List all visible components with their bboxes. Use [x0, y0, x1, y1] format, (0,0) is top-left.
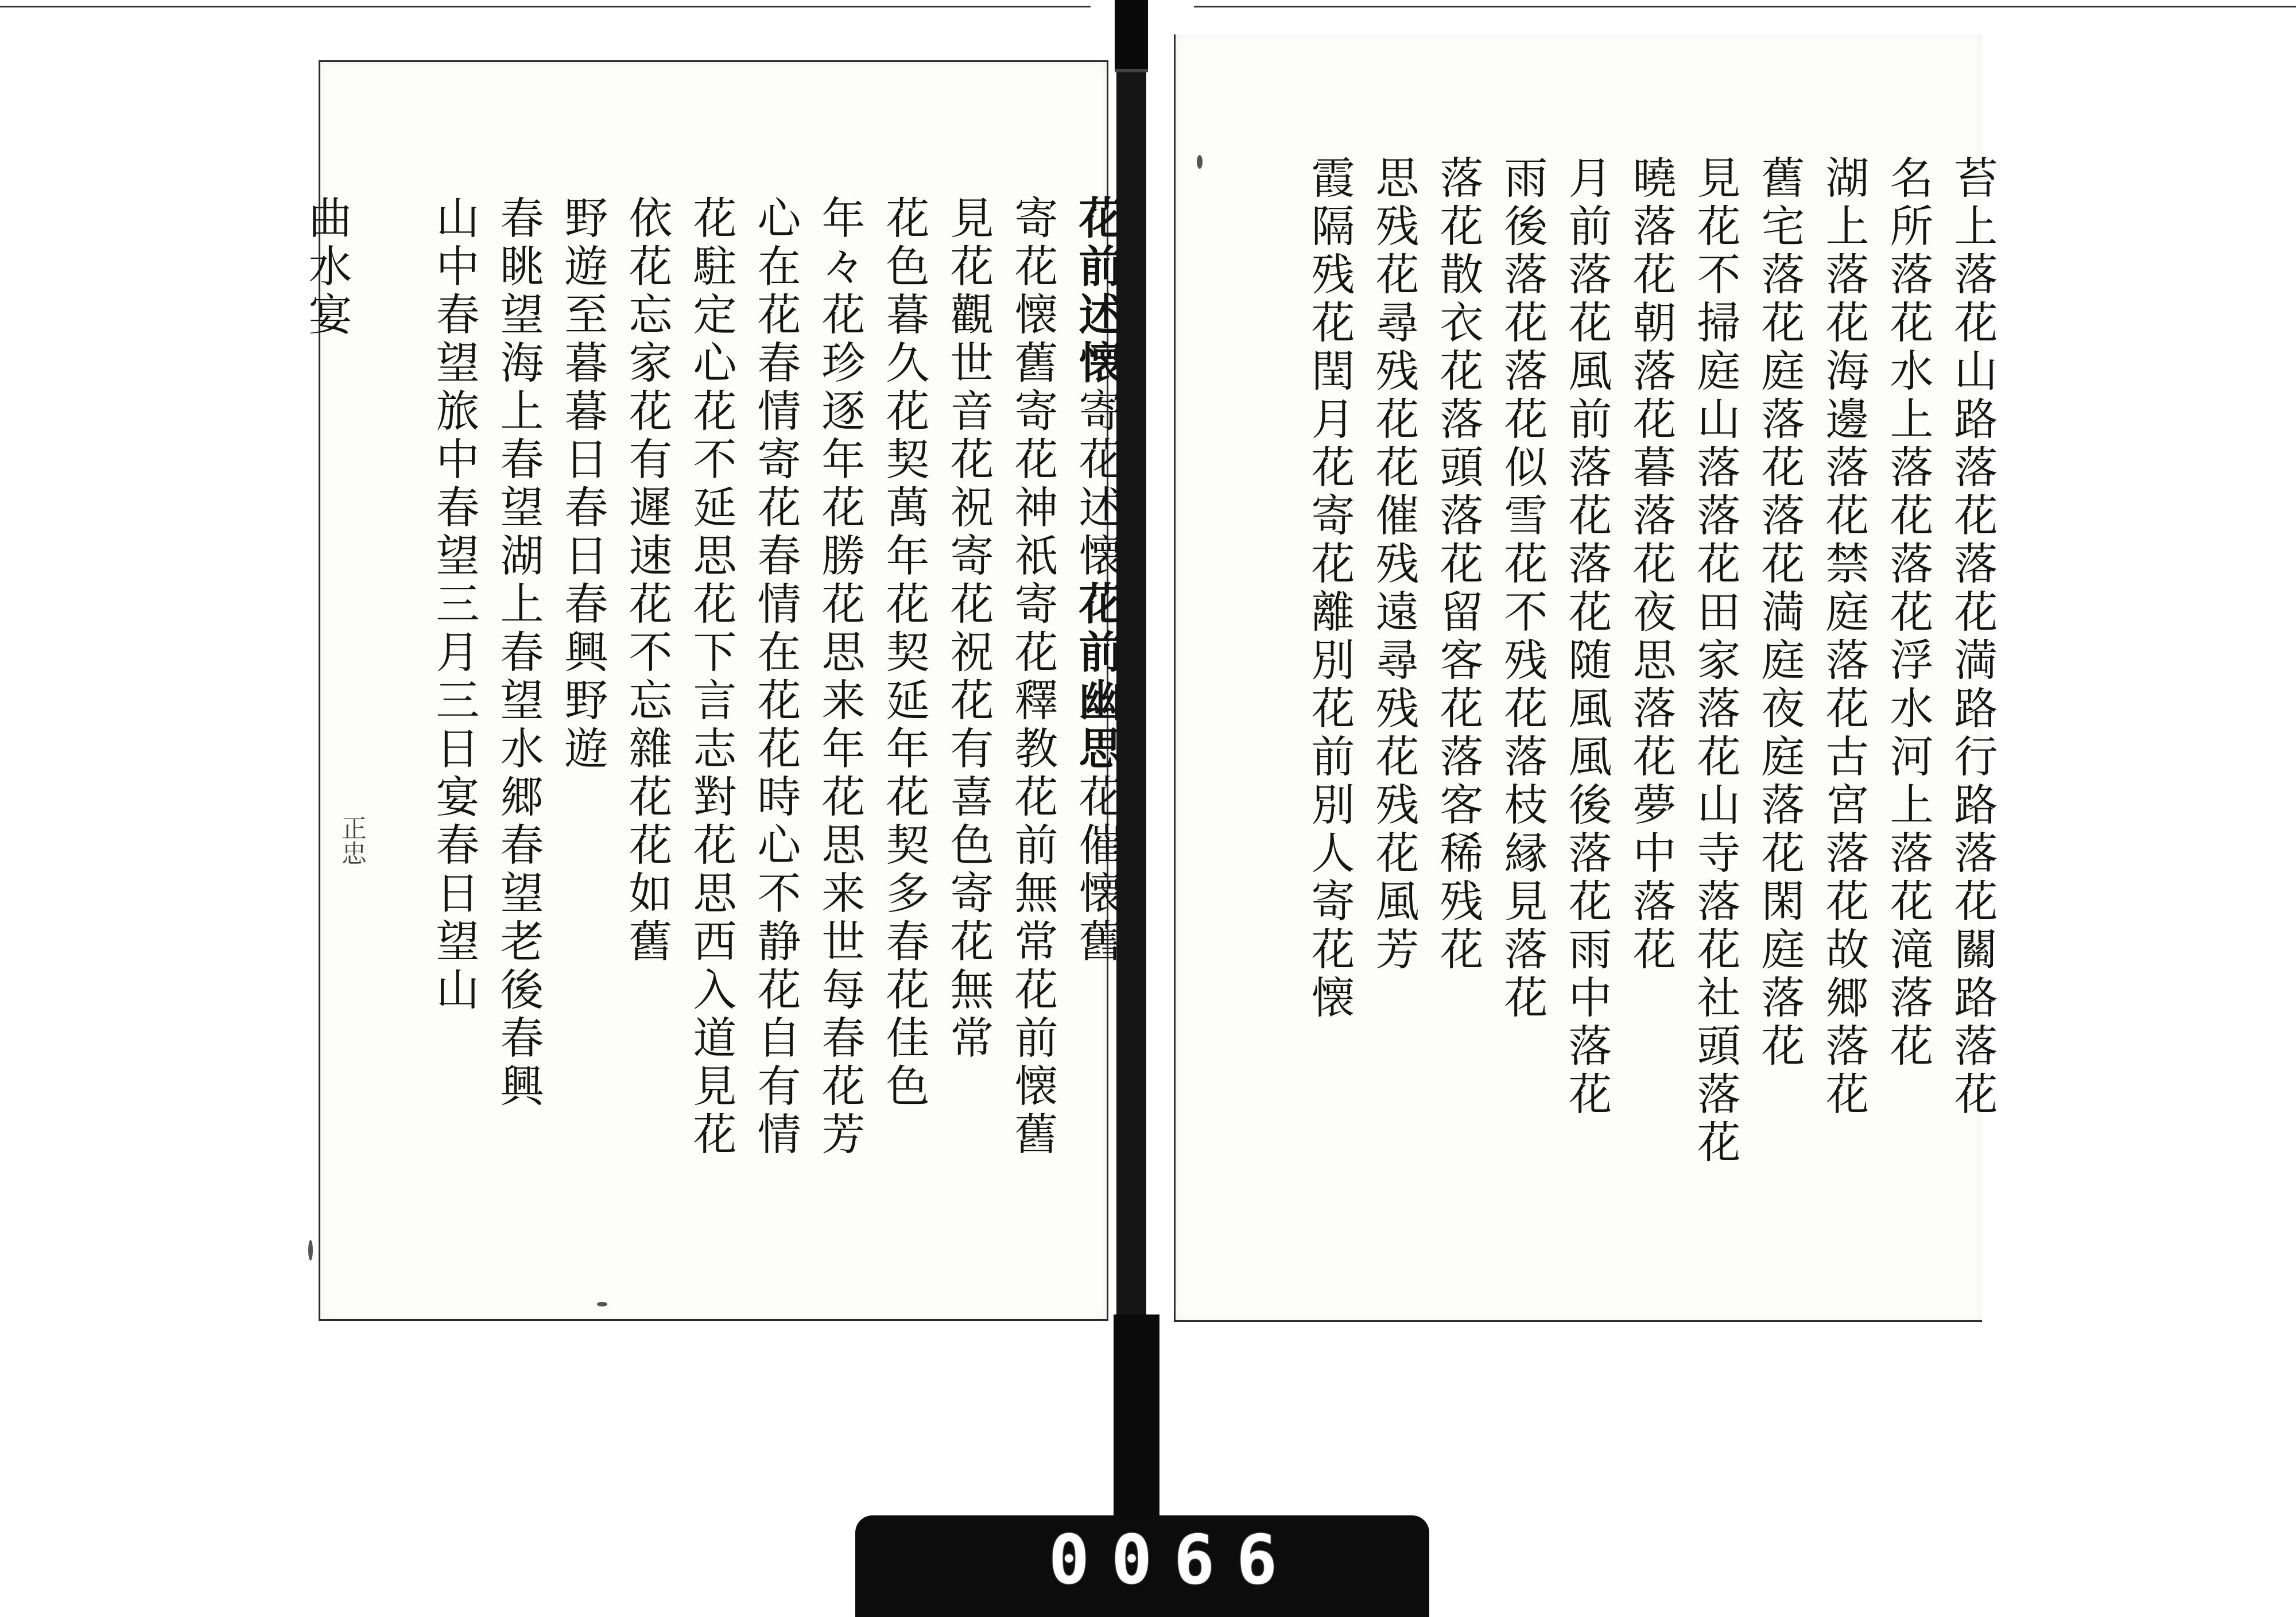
poem-topic: 滝落花	[1883, 926, 1934, 1071]
poem-topic: 雨後落花	[1497, 155, 1548, 348]
margin-note: 正忠	[337, 815, 366, 866]
poem-topic: 故郷落花	[1818, 926, 1870, 1119]
poem-topic: 海邊落花	[1818, 348, 1870, 541]
poem-topic: 思残花	[1368, 155, 1420, 300]
poem-topic: 每春花芳	[815, 967, 866, 1160]
poem-topic: 花催残	[1368, 444, 1420, 589]
poem-topic: 花有喜色	[943, 677, 994, 870]
poem-topic: 花思来年	[815, 581, 866, 774]
poem-topic: 山路落花	[1947, 348, 1998, 541]
poem-topic: 花有遲速	[622, 388, 673, 581]
poem-topic: 寄花釋教	[1007, 581, 1058, 774]
poem-topic: 霞隔残花	[1304, 155, 1355, 348]
poem-topic: 春興	[557, 581, 608, 677]
poem-topic: 社頭落花	[1690, 975, 1741, 1168]
poem-topic: 水上落花	[1883, 348, 1934, 541]
text-column	[301, 195, 352, 340]
poem-topic: 見花觀世音	[943, 195, 994, 436]
poem-topic: 水郷春望	[493, 726, 544, 918]
poem-topic: 寄花無常	[943, 870, 994, 1063]
poem-topic: 夜庭落花	[1754, 685, 1805, 878]
poem-topic: 月前落花	[1561, 155, 1612, 348]
poem-topic: 花契延年	[879, 581, 930, 774]
poem-topic: 花祝	[943, 436, 994, 533]
poem-topic: 花契萬年	[879, 388, 930, 581]
poem-topic: 禁庭落花	[1818, 541, 1870, 734]
poem-topic: 花前幽思	[1072, 581, 1123, 774]
poem-topic: 花前無常	[1007, 774, 1058, 967]
poem-topic: 花自有情	[750, 967, 801, 1160]
poem-topic: 朝落花	[1626, 300, 1677, 444]
poem-topic: 老後春興	[493, 918, 544, 1111]
poem-topic: 關路落花	[1947, 926, 1998, 1119]
poem-topic: 古宮落花	[1818, 734, 1870, 926]
poem-topic: 三月	[429, 581, 480, 677]
poem-topic: 行路落花	[1947, 734, 1998, 926]
poem-topic: 見落花	[1497, 878, 1548, 1023]
poem-topic: 雨中落花	[1561, 926, 1612, 1119]
frame-number: 0066	[1048, 1520, 1300, 1599]
poem-topic: 春日	[557, 484, 608, 581]
text-column	[1241, 155, 1355, 1023]
poem-topic: 夢中落花	[1626, 782, 1677, 975]
poem-topic: 遠尋残花	[1368, 589, 1420, 782]
poem-topic: 山中春望	[429, 195, 480, 388]
text-column	[366, 195, 479, 1015]
binding-block	[1114, 1314, 1159, 1550]
poem-topic: 寄花懐	[1304, 878, 1355, 1023]
poem-topic: 湖上落花	[1818, 155, 1870, 348]
poem-topic: 花思来世	[815, 774, 866, 967]
ink-speck	[597, 1302, 607, 1306]
ink-speck	[308, 1240, 313, 1261]
poem-topic: 野遊	[557, 677, 608, 774]
poem-topic: 對花思西	[686, 774, 737, 967]
poem-topic: 閏月花	[1304, 348, 1355, 493]
poem-topic: 尋残花	[1368, 300, 1420, 444]
poem-topic: 花佳色	[879, 967, 930, 1111]
poem-topic: 落花満路	[1947, 541, 1998, 734]
poem-topic: 野遊至暮	[557, 195, 608, 388]
poem-topic: 田家落花	[1690, 589, 1741, 782]
poem-topic: 花時心不静	[750, 726, 801, 967]
poem-topic: 花催懐舊	[1072, 774, 1123, 967]
poem-topic: 河上落花	[1883, 734, 1934, 926]
poem-topic: 春日望山	[429, 822, 480, 1015]
poem-topic: 花前懐舊	[1007, 967, 1058, 1160]
poem-topic: 春情在花	[750, 533, 801, 726]
poem-topic: 花落客稀	[1433, 685, 1484, 878]
ink-speck	[1197, 155, 1203, 169]
poem-topic: 閑庭落花	[1754, 878, 1805, 1071]
poem-topic: 花駐定心	[686, 195, 737, 388]
poem-topic: 風後落花	[1561, 734, 1612, 926]
poem-topic: 風前落花	[1561, 348, 1612, 541]
poem-topic: 花契多春	[879, 774, 930, 967]
poem-topic: 花前述懐	[1072, 195, 1123, 388]
poem-topic: 曲水宴	[301, 195, 352, 340]
poem-topic: 心在花	[750, 195, 801, 340]
poem-topic: 花前別人	[1304, 685, 1355, 878]
scan-top-edge	[0, 6, 1091, 7]
poem-topic: 依花忘家	[622, 195, 673, 388]
poem-topic: 花落頭	[1433, 348, 1484, 493]
poem-topic: 夜思落花	[1626, 589, 1677, 782]
poem-topic: 暮落花	[1626, 444, 1677, 589]
poem-topic: 舊宅落花	[1754, 155, 1805, 348]
poem-topic: 残花	[1433, 878, 1484, 975]
poem-topic: 落花満庭	[1754, 493, 1805, 685]
poem-topic: 年々花珍	[815, 195, 866, 388]
poem-topic: 曉落花	[1626, 155, 1677, 300]
poem-topic: 花下言志	[686, 581, 737, 774]
poem-topic: 花不忘	[622, 581, 673, 726]
poem-topic: 湖上春望	[493, 533, 544, 726]
poem-topic: 花不残	[1497, 541, 1548, 685]
poem-topic: 海上春望	[493, 340, 544, 533]
poem-topic: 雜花	[622, 726, 673, 822]
poem-topic: 落花随風	[1561, 541, 1612, 734]
poem-topic: 寄花神祇	[1007, 388, 1058, 581]
poem-topic: 入道見花	[686, 967, 737, 1160]
poem-topic: 名所落花	[1883, 155, 1934, 348]
poem-topic: 寄花離別	[1304, 493, 1355, 685]
poem-topic: 残花風芳	[1368, 782, 1420, 975]
poem-topic: 落花留客	[1433, 493, 1484, 685]
poem-topic: 春眺望	[493, 195, 544, 340]
poem-topic: 山寺落花	[1690, 782, 1741, 975]
poem-topic: 庭落花	[1754, 348, 1805, 493]
poem-topic: 花如舊	[622, 822, 673, 967]
poem-topic: 花不延思	[686, 388, 737, 581]
poem-topic: 落花散衣	[1433, 155, 1484, 348]
poem-topic: 逐年花勝	[815, 388, 866, 581]
poem-topic: 暮日	[557, 388, 608, 484]
poem-topic: 苔上落花	[1947, 155, 1998, 348]
poem-topic: 寄花懐舊	[1007, 195, 1058, 388]
poem-topic: 花色暮久	[879, 195, 930, 388]
poem-topic: 寄花述懐	[1072, 388, 1123, 581]
scan-top-edge	[1194, 6, 2296, 7]
poem-topic: 春情寄花	[750, 340, 801, 533]
poem-topic: 三日宴	[429, 677, 480, 822]
binding-clip	[1115, 0, 1148, 72]
poem-topic: 見花不掃庭	[1690, 155, 1741, 396]
poem-topic: 花落枝縁	[1497, 685, 1548, 878]
poem-topic: 旅中春望	[429, 388, 480, 581]
poem-topic: 寄花祝	[943, 533, 994, 677]
poem-topic: 落花似雪	[1497, 348, 1548, 541]
poem-topic: 山落落花	[1690, 396, 1741, 589]
poem-topic: 落花浮水	[1883, 541, 1934, 734]
